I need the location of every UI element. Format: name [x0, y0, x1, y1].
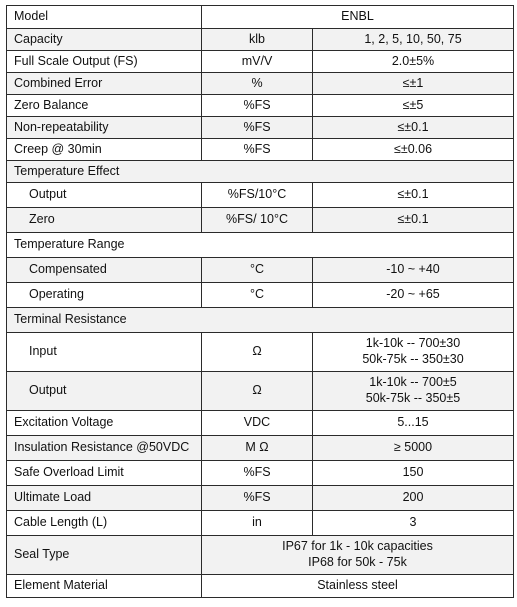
section-header-row: [7, 161, 514, 183]
spec-value: [313, 333, 514, 372]
spec-value-line: 1, 2, 5, 10, 50, 75: [364, 31, 462, 46]
spec-value: [313, 436, 514, 461]
spec-value: [313, 51, 514, 73]
spec-value: ENBL: [202, 6, 514, 29]
spec-label: Safe Overload Limit: [7, 461, 202, 486]
spec-value: [202, 575, 514, 598]
spec-value: [313, 208, 514, 233]
spec-row: [7, 461, 514, 486]
spec-unit: klb: [202, 29, 313, 51]
spec-row: [7, 372, 514, 411]
spec-value: [313, 283, 514, 308]
spec-row: [7, 575, 514, 598]
spec-value-line: 200: [402, 490, 424, 505]
spec-value-line: 50k-75k -- 350±5: [365, 391, 461, 405]
spec-row: [7, 73, 514, 95]
spec-unit: mV/V: [202, 51, 313, 73]
spec-unit: °C: [202, 283, 313, 308]
spec-label: Excitation Voltage: [7, 411, 202, 436]
spec-label: Zero Balance: [7, 95, 202, 117]
spec-value-line: ≤±5: [402, 97, 424, 112]
section-header-row: [7, 308, 514, 333]
spec-row: [7, 29, 514, 51]
spec-sublabel: Output: [7, 183, 202, 208]
section-label: Temperature Effect: [7, 161, 514, 183]
spec-value-line: ≤±1: [402, 75, 424, 90]
spec-value: [313, 511, 514, 536]
spec-value: [313, 95, 514, 117]
spec-value: [313, 117, 514, 139]
spec-unit: in: [202, 511, 313, 536]
spec-sublabel: Compensated: [7, 258, 202, 283]
spec-unit: VDC: [202, 411, 313, 436]
spec-row: [7, 95, 514, 117]
spec-unit: %FS: [202, 486, 313, 511]
spec-row: [7, 333, 514, 372]
spec-label: Combined Error: [7, 73, 202, 95]
spec-value: [313, 411, 514, 436]
spec-row: [7, 283, 514, 308]
spec-value-line: ≤±0.06: [393, 141, 433, 156]
spec-value-line: 1k-10k -- 700±5: [369, 375, 457, 390]
spec-label: Cable Length (L): [7, 511, 202, 536]
spec-value-line: -20 ~ +65: [386, 287, 440, 302]
spec-unit: %FS: [202, 139, 313, 161]
spec-unit: %FS: [202, 95, 313, 117]
spec-value-line: -10 ~ +40: [386, 262, 440, 277]
spec-unit: %: [202, 73, 313, 95]
spec-row: [7, 511, 514, 536]
spec-value-line: ≤±0.1: [397, 119, 429, 134]
spec-row: [7, 258, 514, 283]
specification-table: [6, 5, 514, 598]
spec-row: [7, 183, 514, 208]
spec-sublabel: Zero: [7, 208, 202, 233]
spec-unit: %FS/ 10°C: [202, 208, 313, 233]
spec-row: [7, 208, 514, 233]
spec-unit: %FS: [202, 461, 313, 486]
spec-unit: %FS: [202, 117, 313, 139]
spec-label: Insulation Resistance @50VDC: [7, 436, 202, 461]
spec-value: [313, 372, 514, 411]
spec-value: [313, 461, 514, 486]
spec-value-line: 50k-75k -- 350±30: [362, 352, 464, 366]
spec-value-line: 3: [409, 515, 417, 530]
spec-row: [7, 411, 514, 436]
spec-value: [313, 139, 514, 161]
spec-value-line: ≥ 5000: [393, 440, 433, 455]
spec-unit: M Ω: [202, 436, 313, 461]
spec-value: [313, 486, 514, 511]
spec-row: [7, 436, 514, 461]
spec-value-line: ≤±0.1: [397, 212, 429, 227]
spec-label: Element Material: [7, 575, 202, 598]
spec-value: [313, 258, 514, 283]
spec-value: [313, 73, 514, 95]
spec-value-line: 2.0±5%: [391, 53, 435, 68]
spec-row: [7, 536, 514, 575]
spec-label: Non-repeatability: [7, 117, 202, 139]
spec-label: Model: [7, 6, 202, 29]
spec-label: Ultimate Load: [7, 486, 202, 511]
spec-value: [313, 183, 514, 208]
spec-sublabel: Operating: [7, 283, 202, 308]
spec-row: [7, 117, 514, 139]
spec-value-line: Stainless steel: [317, 578, 398, 593]
spec-row: [7, 51, 514, 73]
section-header-row: [7, 233, 514, 258]
spec-value-line: 1k-10k -- 700±30: [365, 336, 461, 351]
spec-value: [313, 29, 514, 51]
spec-label: Full Scale Output (FS): [7, 51, 202, 73]
spec-sublabel: Output: [7, 372, 202, 411]
spec-value-line: ≤±0.1: [397, 187, 429, 202]
spec-value-line: 150: [402, 465, 424, 480]
spec-label: Seal Type: [7, 536, 202, 575]
spec-value-line: IP67 for 1k - 10k capacities: [282, 539, 433, 554]
section-label: Terminal Resistance: [7, 308, 514, 333]
spec-row: [7, 486, 514, 511]
spec-unit: %FS/10°C: [202, 183, 313, 208]
spec-label: Capacity: [7, 29, 202, 51]
spec-unit: Ω: [202, 372, 313, 411]
spec-value-line: IP68 for 50k - 75k: [308, 555, 407, 569]
spec-unit: Ω: [202, 333, 313, 372]
spec-value: [202, 536, 514, 575]
spec-row: [7, 139, 514, 161]
section-label: Temperature Range: [7, 233, 514, 258]
spec-unit: °C: [202, 258, 313, 283]
spec-row: [7, 6, 514, 29]
spec-label: Creep @ 30min: [7, 139, 202, 161]
spec-sublabel: Input: [7, 333, 202, 372]
spec-value-line: 5...15: [397, 415, 429, 430]
